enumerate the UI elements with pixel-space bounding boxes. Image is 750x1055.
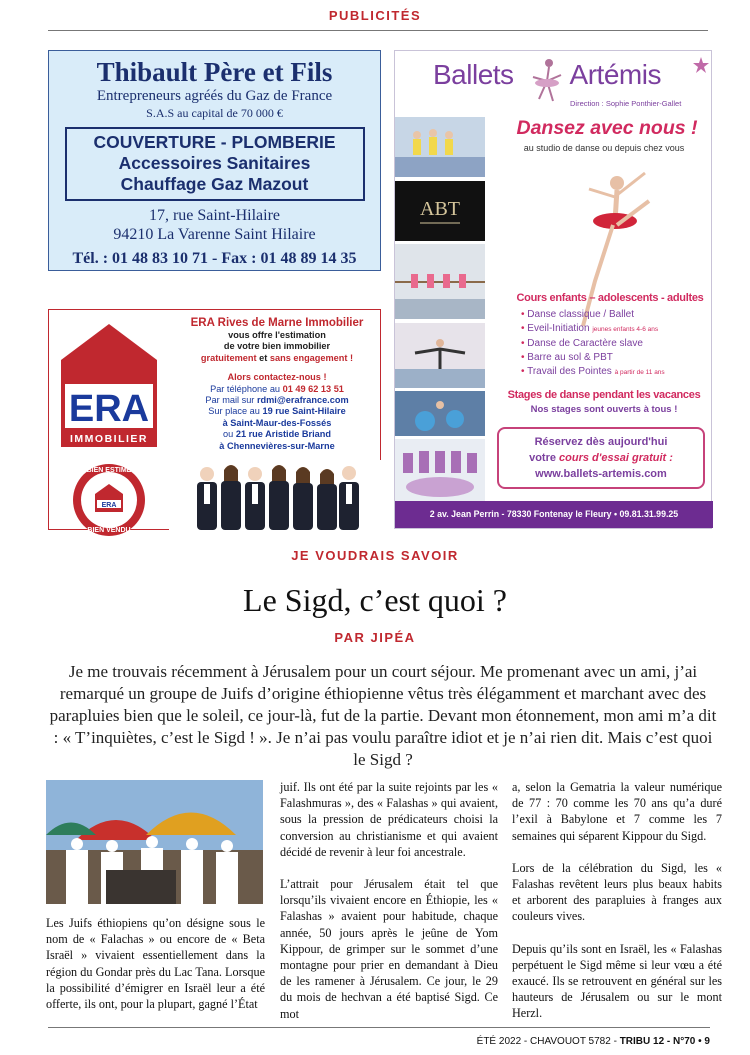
course-item: • Barre au sol & PBT	[521, 352, 613, 363]
article-column-3	[512, 779, 722, 1038]
stages-sub: Nos stages sont ouverts à tous !	[530, 404, 678, 415]
era-team-photo	[169, 460, 381, 530]
address-line: 94210 La Varenne Saint Hilaire	[113, 226, 316, 243]
section-heading: PUBLICITÉS	[328, 8, 422, 23]
paragraph: Les Juifs éthiopiens qu’on désigne sous le nom de « Falachas » ou encore de « Beta Israël » vivaient essentiellement dans la région du Gondar près du Lac Tana. Lorsque la possibilité d’émigrer en Israël leur a été offerte, ils ont, pour la plupart, gagné l’État	[46, 916, 265, 1012]
stages-heading: Stages de danse pendant les vacances	[507, 389, 701, 401]
ad-ballets-artemis	[394, 50, 712, 529]
service-item: Accessoires Sanitaires	[118, 153, 311, 173]
era-mail-label: Par mail sur	[205, 395, 255, 406]
courses-list	[507, 292, 713, 380]
stamp-top-text: BIEN ESTIMÉ	[86, 467, 132, 474]
article-column-1	[46, 915, 265, 1028]
era-copy	[177, 316, 377, 452]
era-city1: à Saint-Maur-des-Fossés	[222, 417, 332, 428]
abt-logo	[395, 181, 485, 241]
stages-block	[495, 389, 713, 415]
star-icon	[693, 57, 709, 73]
ad-era	[48, 309, 381, 534]
era-no-commitment: sans engagement !	[269, 352, 354, 363]
reserve-trial: cours d'essai gratuit :	[559, 452, 673, 464]
era-phone-label: Par téléphone au	[210, 383, 281, 394]
era-contact-call: Alors contactez-nous !	[227, 372, 327, 383]
sigd-celebration-photo	[46, 780, 263, 904]
paragraph: juif. Ils ont été par la suite rejoints par les « Falashmuras », des « Falashas » qui avaient, sous la pression de prédicateurs choisi la conversion au christianisme et qui avaient décidé de revenir à leur foi ancestrale.	[280, 780, 498, 859]
folio-issue: ÉTÉ 2022 - CHAVOUOT 5782 -	[476, 1036, 617, 1047]
divider	[48, 30, 708, 31]
ballets-footer: 2 av. Jean Perrin - 78330 Fontenay le Fleury • 09.81.31.99.25	[395, 501, 713, 528]
era-logo-text: ERA	[68, 388, 150, 430]
ballets-brand-left: Ballets	[433, 59, 514, 90]
era-address2: 21 rue Aristide Briand	[235, 429, 331, 440]
service-item: COUVERTURE - PLOMBERIE	[93, 132, 336, 152]
ad-title: Thibault Père et Fils	[96, 57, 333, 87]
era-city2: à Chennevières-sur-Marne	[219, 440, 335, 451]
divider	[48, 1027, 710, 1028]
course-item: • Eveil-Initiation jeunes enfants 4-6 ans	[521, 323, 659, 334]
gym-class-photo	[395, 391, 485, 436]
trial-cta-box[interactable]	[497, 427, 705, 489]
era-logo	[59, 322, 159, 452]
paragraph: a, selon la Gematria la valeur numérique de 77 : 70 comme les 70 ans qu’a duré l’exil à Babylone et 7 comme les 7 semaines qui séparent Kippour du Sigd.	[512, 780, 722, 843]
era-stamp-badge	[59, 460, 159, 534]
paragraph: L’attrait pour Jérusalem était tel que lorsqu’ils vivaient encore en Éthiopie, les « Falashas » avaient pour habitude, chaque année, 50 jours après le jeûne de Yom Kippour, de grimper sur le sommet d’une montagne pour prier en demandant à Dieu de les ramener à Jérusalem. Ce jour, le 29 du mois de hechvan a été baptisé Sigd. Ce mot	[280, 877, 498, 1021]
costume-show-photo	[395, 439, 485, 501]
page-folio	[477, 1036, 710, 1047]
ad-subtitle: Entrepreneurs agréés du Gaz de France	[96, 88, 333, 104]
stamp-bottom-text: BIEN VENDU	[87, 527, 131, 534]
dance-class-photo	[395, 117, 485, 177]
reserve-line: Réservez dès aujourd'hui	[534, 436, 668, 448]
barre-class-photo	[395, 244, 485, 319]
course-item: • Danse classique / Ballet	[521, 309, 635, 320]
era-and: et	[259, 352, 268, 363]
address-line: 17, rue Saint-Hilaire	[148, 207, 281, 224]
article-lead: Je me trouvais récemment à Jérusalem pour un court séjour. Me promenant avec un ami, j’ai remarqué un groupe de Juifs d’origine éthiopienne vêtus très élégamment et marchant avec des parapluies bien que le soleil, ce jour-là, fut de la partie. Devant mon étonnement, mon ami m’a dit : « T’inquiètes, c’est le Sigd ! ». Je n’ai pas voulu paraître idiot et je n’ai rien dit. Mais c’est quoi le Sigd ?	[49, 662, 717, 769]
reserve-votre: votre	[529, 452, 556, 464]
ballets-headline: Dansez avec nous !	[516, 117, 698, 139]
article-byline: PAR JIPÉA	[334, 630, 416, 645]
ballets-direction: Direction : Sophie Ponthier-Gallet	[570, 99, 682, 108]
era-email[interactable]: rdmi@erafrance.com	[256, 395, 349, 406]
era-or: ou	[223, 429, 234, 440]
paragraph: Lors de la célébration du Sigd, les « Falashas revêtent leurs plus beaux habits et arborent des parapluies à franges aux couleurs vives.	[512, 860, 722, 924]
era-offer-line: de votre bien immobilier	[223, 341, 331, 352]
service-item: Chauffage Gaz Mazout	[120, 174, 309, 194]
article-kicker: JE VOUDRAIS SAVOIR	[291, 548, 459, 563]
ballets-brand-right: Artémis	[569, 59, 661, 90]
era-logo-sub: IMMOBILIER	[70, 433, 148, 445]
era-address1: 19 rue Saint-Hilaire	[262, 406, 346, 417]
course-item: • Travail des Pointes à partir de 11 ans	[521, 366, 665, 377]
courses-heading: Cours enfants – adolescents - adultes	[516, 292, 704, 304]
era-phone: 01 49 62 13 51	[282, 383, 344, 394]
ad-thibault	[48, 50, 381, 271]
services-box	[65, 127, 365, 201]
ballets-website-link[interactable]: www.ballets-artemis.com	[535, 468, 667, 480]
paragraph: Depuis qu’ils sont en Israël, les « Falashas perpétuent le Sigd même si leur vœu a été exaucé. Ils se retrouvent en général sur les hauteurs de Jérusalem ou sur le mont Herzl.	[512, 941, 722, 1021]
ad-capital: S.A.S au capital de 70 000 €	[146, 106, 283, 120]
stamp-logo-text: ERA	[101, 502, 117, 509]
abt-logo-text: ABT	[420, 198, 460, 220]
era-offer-line: vous offre l'estimation	[228, 330, 326, 340]
article-column-2	[280, 779, 498, 1038]
era-onsite-label: Sur place au	[208, 406, 260, 417]
phone-fax: Tél. : 01 48 83 10 71 - Fax : 01 48 89 14 35	[72, 250, 357, 267]
folio-mag: TRIBU 12 - N°70 • 9	[619, 1036, 710, 1047]
era-free: gratuitement	[200, 352, 257, 363]
article-title: Le Sigd, c’est quoi ?	[243, 582, 507, 618]
ballets-studio-line: au studio de danse ou depuis chez vous	[523, 143, 685, 153]
ballerina-logo-icon	[527, 55, 573, 105]
course-item: • Danse de Caractère slave	[521, 338, 643, 349]
era-agency-name: ERA Rives de Marne Immobilier	[190, 317, 364, 329]
adult-class-photo	[395, 323, 485, 388]
